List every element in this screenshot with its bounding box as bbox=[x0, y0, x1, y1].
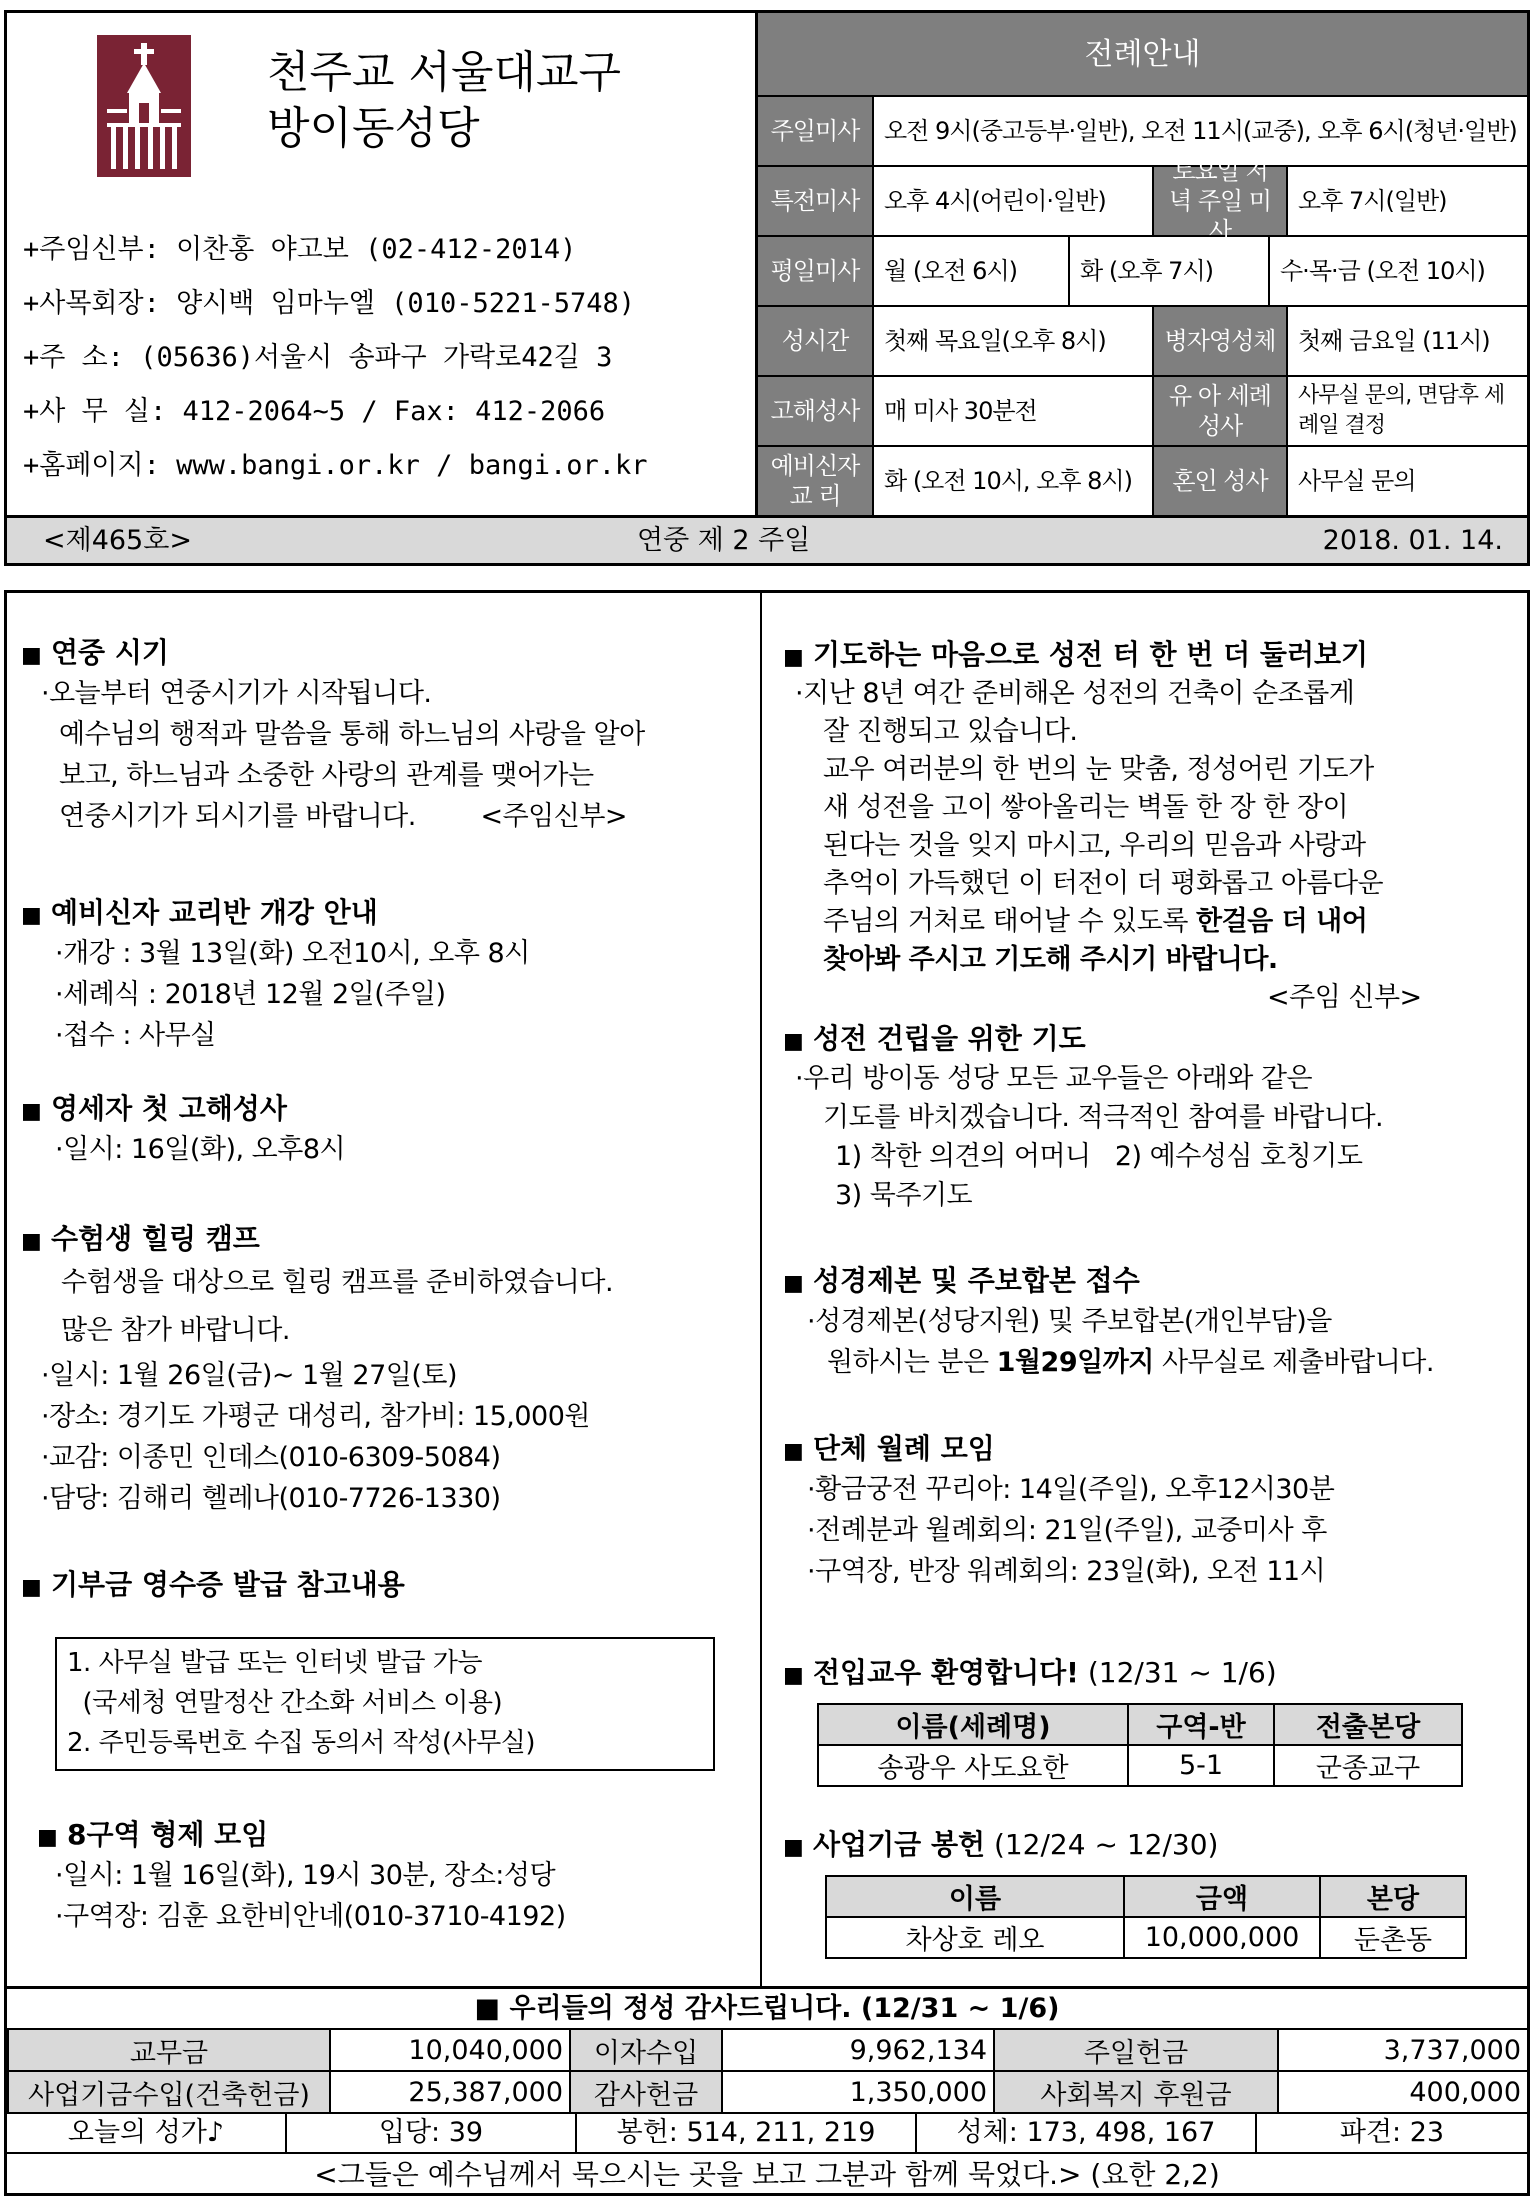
section-title: 성경제본 및 주보합본 접수 bbox=[813, 1264, 1140, 1297]
text-line: 2. 주민등록번호 수집 동의서 작성(사무실) bbox=[67, 1728, 536, 1758]
section-title: 8구역 형제 모임 bbox=[67, 1818, 269, 1851]
signature: <주임 신부> bbox=[1267, 982, 1422, 1013]
text-line: 수험생을 대상으로 힐링 캠프를 준비하였습니다. bbox=[61, 1267, 614, 1298]
text-emphasis: 찾아봐 주시고 기도해 주시기 바랍니다. bbox=[823, 944, 1278, 975]
liturgy-title: 전례안내 bbox=[758, 13, 1527, 97]
text-line: ·구역장, 반장 워례회의: 23일(화), 오전 11시 bbox=[807, 1556, 1326, 1587]
table-cell: 둔촌동 bbox=[1320, 1917, 1466, 1958]
text-line: ·장소: 경기도 가평군 대성리, 참가비: 15,000원 bbox=[41, 1401, 590, 1432]
table-cell: 10,000,000 bbox=[1124, 1917, 1320, 1958]
text-line: ·성경제본(성당지원) 및 주보합본(개인부담)을 bbox=[807, 1306, 1332, 1337]
issue-number: <제465호> bbox=[43, 525, 192, 556]
weekday-mass-label: 평일미사 bbox=[758, 237, 874, 305]
offering-amount: 9,962,134 bbox=[722, 2029, 994, 2071]
section-title: 성전 건립을 위한 기도 bbox=[813, 1022, 1086, 1055]
section-ordinary-time bbox=[21, 633, 645, 837]
square-bullet-icon: ■ bbox=[783, 1439, 804, 1464]
text-normal: 사무실로 제출바랍니다. bbox=[1153, 1347, 1434, 1378]
text-line: ·황금궁전 꾸리아: 14일(주일), 오후12시30분 bbox=[807, 1474, 1335, 1505]
thanks-title: ■ 우리들의 정성 감사드립니다. (12/31 ~ 1/6) bbox=[7, 1986, 1527, 2028]
offering-label: 이자수입 bbox=[570, 2029, 722, 2071]
text-line: 잘 진행되고 있습니다. bbox=[823, 716, 1078, 747]
table-row bbox=[818, 1745, 1462, 1786]
scripture-verse: <그들은 예수님께서 묵으시는 곳을 보고 그분과 함께 묵었다.> (요한 2,2) bbox=[314, 2158, 1220, 2191]
table-row bbox=[826, 1917, 1466, 1958]
weekday-wed-fri: 수·목·금 (오전 10시) bbox=[1280, 257, 1485, 285]
offering-amount: 10,040,000 bbox=[330, 2029, 570, 2071]
hymn-label: 오늘의 성가♪ bbox=[7, 2112, 287, 2154]
offering-amount: 3,737,000 bbox=[1278, 2029, 1528, 2071]
square-bullet-icon: ■ bbox=[21, 1229, 42, 1254]
text-line: ·접수 : 사무실 bbox=[55, 1020, 216, 1051]
section-period: (12/31 ~ 1/6) bbox=[1078, 1656, 1277, 1689]
issue-bar bbox=[7, 515, 1527, 563]
section-donation-receipt bbox=[21, 1565, 405, 1605]
contact-list bbox=[23, 223, 648, 493]
contact-pastor: +주임신부: 이찬홍 야고보 (02-412-2014) bbox=[23, 234, 577, 265]
offering-amount: 25,387,000 bbox=[330, 2071, 570, 2113]
row-anticipated-mass bbox=[758, 157, 1530, 245]
entrance-hymn: 입당: 39 bbox=[287, 2112, 577, 2154]
holy-hour-label: 성시간 bbox=[758, 307, 874, 375]
table-cell: 차상호 레오 bbox=[826, 1917, 1124, 1958]
section-title: 수험생 힐링 캠프 bbox=[51, 1222, 260, 1255]
contact-council-president: +사목회장: 양시백 임마누엘 (010-5221-5748) bbox=[23, 288, 636, 319]
row-weekday-mass bbox=[758, 237, 1530, 307]
building-fund-table bbox=[825, 1875, 1467, 1959]
bulletin-body bbox=[4, 590, 1530, 2196]
table-header: 이름(세례명) bbox=[818, 1704, 1128, 1745]
table-header: 이름 bbox=[826, 1876, 1124, 1917]
section-bible-binding bbox=[783, 1261, 1434, 1383]
section-district8-meeting bbox=[37, 1815, 566, 1937]
text-line: 새 성전을 고이 쌓아올리는 벽돌 한 장 한 장이 bbox=[823, 792, 1349, 823]
offering-label: 사회복지 후원금 bbox=[994, 2071, 1278, 2113]
table-row bbox=[8, 2029, 1528, 2071]
text-line: 3) 묵주기도 bbox=[835, 1180, 973, 1211]
row-catechumen bbox=[758, 447, 1530, 515]
text-emphasis: 한걸음 더 내어 bbox=[1195, 906, 1368, 937]
section-catechumen-class bbox=[21, 893, 530, 1056]
offerings-table bbox=[7, 2028, 1529, 2114]
communion-hymn: 성체: 173, 498, 167 bbox=[917, 2112, 1257, 2154]
square-bullet-icon: ■ bbox=[783, 1663, 804, 1688]
anticipated-mass-value: 오후 4시(어린이·일반) bbox=[874, 167, 1154, 235]
offering-label: 감사헌금 bbox=[570, 2071, 722, 2113]
infant-baptism-label: 유 아 세례성사 bbox=[1154, 377, 1288, 445]
text-line: ·오늘부터 연중시기가 시작됩니다. bbox=[41, 678, 432, 709]
row-confession bbox=[758, 377, 1530, 447]
square-bullet-icon: ■ bbox=[21, 643, 42, 668]
text-line: 1. 사무실 발급 또는 인터넷 발급 가능 bbox=[67, 1648, 483, 1678]
square-bullet-icon: ■ bbox=[37, 1825, 58, 1850]
square-bullet-icon: ■ bbox=[21, 903, 42, 928]
table-cell: 5-1 bbox=[1128, 1745, 1274, 1786]
text-line: 보고, 하느님과 소중한 사랑의 관계를 맺어가는 bbox=[59, 760, 594, 791]
liturgical-week: 연중 제 2 주일 bbox=[637, 525, 811, 556]
donation-receipt-box bbox=[55, 1637, 715, 1771]
church-name-line2: 방이동성당 bbox=[267, 103, 480, 154]
offering-label: 사업기금수입(건축헌금) bbox=[8, 2071, 330, 2113]
new-parishioners-table bbox=[817, 1703, 1463, 1787]
section-site-prayer-visit bbox=[783, 635, 1422, 1017]
sick-communion-label: 병자영성체 bbox=[1154, 307, 1288, 375]
section-title: 기부금 영수증 발급 참고내용 bbox=[51, 1568, 405, 1601]
section-period: (12/24 ~ 12/30) bbox=[985, 1828, 1219, 1861]
text-line: ·교감: 이종민 인데스(010-6309-5084) bbox=[41, 1442, 501, 1473]
text-line: (국세청 연말정산 간소화 서비스 이용) bbox=[67, 1688, 503, 1718]
text-line: ·세례식 : 2018년 12월 2일(주일) bbox=[55, 979, 446, 1010]
contact-homepage: +홈페이지: www.bangi.or.kr / bangi.or.kr bbox=[23, 450, 648, 481]
table-header-row bbox=[818, 1704, 1462, 1745]
square-bullet-icon: ■ bbox=[783, 1029, 804, 1054]
text-line bbox=[783, 903, 1422, 941]
bulletin-header bbox=[4, 10, 1530, 566]
square-bullet-icon: ■ bbox=[783, 1271, 804, 1296]
church-icon bbox=[97, 35, 191, 177]
sunday-mass-label: 주일미사 bbox=[758, 97, 874, 165]
square-bullet-icon: ■ bbox=[21, 1099, 42, 1124]
text-line: ·우리 방이동 성당 모든 교우들은 아래와 같은 bbox=[795, 1063, 1313, 1094]
square-bullet-icon: ■ bbox=[783, 645, 804, 670]
text-normal: 원하시는 분은 bbox=[827, 1347, 997, 1378]
confession-label: 고해성사 bbox=[758, 377, 874, 445]
text-line: ·일시: 16일(화), 오후8시 bbox=[55, 1134, 346, 1165]
church-info bbox=[7, 13, 755, 515]
text-normal: 주님의 거처로 태어날 수 있도록 bbox=[823, 906, 1196, 937]
anticipated-mass-label: 특전미사 bbox=[758, 167, 874, 235]
section-title: 영세자 첫 고해성사 bbox=[51, 1092, 287, 1125]
offering-label: 주일헌금 bbox=[994, 2029, 1278, 2071]
text-line: ·일시: 1월 16일(화), 19시 30분, 장소:성당 bbox=[55, 1860, 556, 1891]
table-header-row bbox=[826, 1876, 1466, 1917]
weekday-tue: 화 (오후 7시) bbox=[1070, 237, 1270, 305]
text-line: 기도를 바치겠습니다. 적극적인 참여를 바랍니다. bbox=[823, 1102, 1384, 1133]
table-header: 금액 bbox=[1124, 1876, 1320, 1917]
table-row bbox=[8, 2071, 1528, 2113]
catechumen-value: 화 (오전 10시, 오후 8시) bbox=[874, 447, 1154, 515]
text-line: ·담당: 김해리 헬레나(010-7726-1330) bbox=[41, 1483, 501, 1514]
table-header: 본당 bbox=[1320, 1876, 1466, 1917]
text-line: 많은 참가 바랍니다. bbox=[61, 1315, 290, 1346]
catechumen-label: 예비신자 교 리 bbox=[758, 447, 874, 515]
text-line: ·일시: 1월 26일(금)~ 1월 27일(토) bbox=[41, 1360, 457, 1391]
text-line: 1) 착한 의견의 어머니 2) 예수성심 호칭기도 bbox=[835, 1141, 1363, 1172]
text-line: 교우 여러분의 한 번의 눈 맞춤, 정성어린 기도가 bbox=[823, 754, 1374, 785]
table-header: 전출본당 bbox=[1274, 1704, 1462, 1745]
infant-baptism-value: 사무실 문의, 면담후 세례일 결정 bbox=[1298, 383, 1505, 438]
section-title: 사업기금 봉헌 bbox=[813, 1828, 986, 1861]
column-divider bbox=[760, 593, 762, 1986]
section-first-confession bbox=[21, 1089, 345, 1170]
square-bullet-icon: ■ bbox=[21, 1575, 42, 1600]
dismissal-hymn: 파견: 23 bbox=[1339, 2117, 1445, 2148]
sunday-mass-value: 오전 9시(중고등부·일반), 오전 11시(교중), 오후 6시(청년·일반) bbox=[884, 117, 1517, 145]
row-holy-hour bbox=[758, 307, 1530, 377]
weekday-mon: 월 (오전 6시) bbox=[874, 237, 1070, 305]
contact-office: +사 무 실: 412-2064~5 / Fax: 412-2066 bbox=[23, 396, 606, 427]
contact-address: +주 소: (05636)서울시 송파구 가락로42길 3 bbox=[23, 342, 613, 373]
text-emphasis: 1월29일까지 bbox=[996, 1347, 1154, 1378]
text-line: ·지난 8년 여간 준비해온 성전의 건축이 순조롭게 bbox=[795, 678, 1355, 709]
table-header: 구역-반 bbox=[1128, 1704, 1274, 1745]
square-bullet-icon: ■ bbox=[783, 1835, 804, 1860]
church-logo bbox=[97, 35, 191, 177]
text-line: 예수님의 행적과 말씀을 통해 하느님의 사랑을 알아 bbox=[59, 719, 645, 750]
section-monthly-meetings bbox=[783, 1429, 1334, 1592]
table-cell: 송광우 사도요한 bbox=[818, 1745, 1128, 1786]
saturday-evening-value: 오후 7시(일반) bbox=[1298, 187, 1447, 215]
section-new-parishioners bbox=[783, 1653, 1277, 1693]
text-line bbox=[783, 1342, 1434, 1383]
confession-value: 매 미사 30분전 bbox=[874, 377, 1154, 445]
marriage-label: 혼인 성사 bbox=[1154, 447, 1288, 515]
section-title: 기도하는 마음으로 성전 터 한 번 더 둘러보기 bbox=[813, 638, 1369, 671]
section-building-prayer bbox=[783, 1019, 1383, 1215]
issue-date: 2018. 01. 14. bbox=[1322, 525, 1503, 556]
liturgy-schedule bbox=[755, 13, 1527, 515]
text-line: ·구역장: 김훈 요한비안네(010-3710-4192) bbox=[55, 1901, 566, 1932]
text-line: 연중시기가 되시기를 바랍니다. <주임신부> bbox=[59, 801, 628, 832]
text-line: 추억이 가득했던 이 터전이 더 평화롭고 아름다운 bbox=[823, 868, 1384, 899]
table-cell: 군종교구 bbox=[1274, 1745, 1462, 1786]
church-name bbox=[267, 45, 621, 157]
offering-amount: 1,350,000 bbox=[722, 2071, 994, 2113]
section-title: 전입교우 환영합니다! bbox=[813, 1656, 1079, 1689]
marriage-value: 사무실 문의 bbox=[1298, 467, 1416, 495]
sick-communion-value: 첫째 금요일 (11시) bbox=[1298, 327, 1490, 355]
section-title: 연중 시기 bbox=[51, 636, 169, 669]
row-sunday-mass bbox=[758, 97, 1530, 167]
hymn-stats-row bbox=[7, 2112, 1527, 2154]
text-line: 된다는 것을 잊지 마시고, 우리의 믿음과 사랑과 bbox=[823, 830, 1366, 861]
section-building-fund-offering bbox=[783, 1825, 1218, 1865]
section-title: 예비신자 교리반 개강 안내 bbox=[51, 896, 378, 929]
saturday-evening-label: 토요일 저녁 주일 미사 bbox=[1154, 167, 1288, 235]
section-healing-camp bbox=[21, 1219, 613, 1519]
text-line: ·전례분과 월례회의: 21일(주일), 교중미사 후 bbox=[807, 1515, 1327, 1546]
offering-amount: 400,000 bbox=[1278, 2071, 1528, 2113]
offering-label: 교무금 bbox=[8, 2029, 330, 2071]
holy-hour-value: 첫째 목요일(오후 8시) bbox=[874, 307, 1154, 375]
section-title: 단체 월례 모임 bbox=[813, 1432, 995, 1465]
church-name-line1: 천주교 서울대교구 bbox=[267, 47, 622, 98]
text-line: ·개강 : 3월 13일(화) 오전10시, 오후 8시 bbox=[55, 938, 530, 969]
offertory-hymn: 봉헌: 514, 211, 219 bbox=[577, 2112, 917, 2154]
